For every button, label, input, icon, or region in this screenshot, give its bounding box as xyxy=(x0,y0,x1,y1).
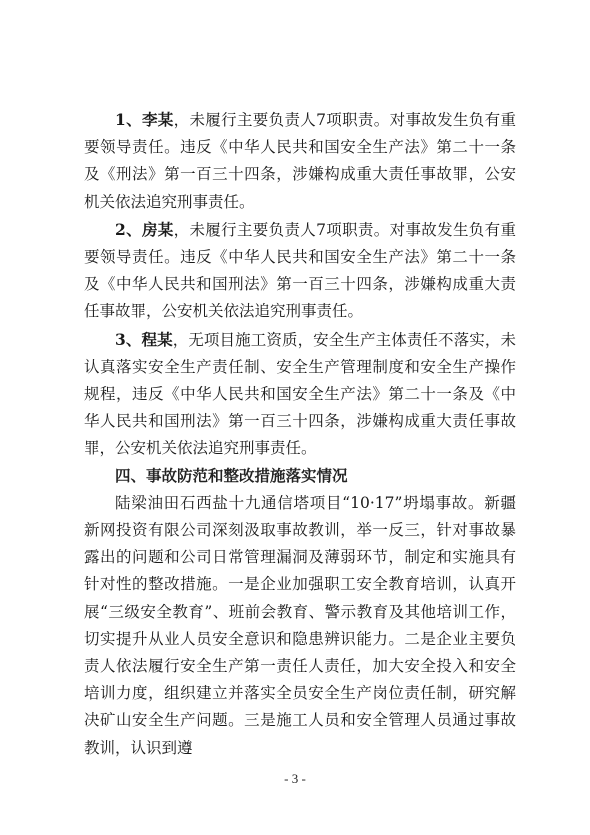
paragraph-text: ，无项目施工资质，安全生产主体责任不落实，未认真落实安全生产责任制、安全生产管理制度和安全生产操作规程，违反《中华人民共和国安全生产法》第二十一条及《中华人民共和国刑法》第一百三十四条，涉嫌构成重大责任事故罪，公安机关依法追究刑事责任。 xyxy=(84,330,516,458)
person-name: 程某 xyxy=(141,329,173,349)
responsibility-paragraph-1 xyxy=(84,106,516,216)
paragraph-text: ，未履行主要负责人7项职责。对事故发生负有重要领导责任。违反《中华人民共和国安全生产法》第二十一条及《刑法》第一百三十四条，涉嫌构成重大责任事故罪，公安机关依法追究刑事责任。 xyxy=(84,111,516,211)
paragraph-text: ，未履行主要负责人7项职责。对事故发生负有重要领导责任。违反《中华人民共和国安全生产法》第二十一条及《中华人民共和国刑法》第一百三十四条，涉嫌构成重大责任事故罪，公安机关依法追究刑事责任。 xyxy=(84,220,516,321)
measures-paragraph: 陆梁油田石西盐十九通信塔项目“10·17”坍塌事故。新疆新网投资有限公司深刻汲取事故教训，举一反三，针对事故暴露出的问题和公司日常管理漏洞及薄弱环节，制定和实施具有针对性的整改措施。一是企业加强职工安全教育培训，认真开展“三级安全教育”、班前会教育、警示教育及其他培训工作，切实提升从业人员安全意识和隐患辨识能力。二是企业主要负责人依法履行安全生产第一责任人责任，加大安全投入和安全培训力度，组织建立并落实全员安全生产岗位责任制，研究解决矿山安全生产问题。三是施工人员和安全管理人员通过事故教训，认识到遵 xyxy=(84,493,516,757)
person-name: 房某 xyxy=(141,219,174,239)
document-body xyxy=(84,106,516,762)
responsibility-paragraph-3 xyxy=(84,326,516,463)
page-number: - 3 - xyxy=(284,771,306,786)
person-name: 李某 xyxy=(141,110,174,129)
item-number: 3、 xyxy=(115,329,142,349)
responsibility-paragraph-2 xyxy=(84,216,516,326)
section-heading: 四、事故防范和整改措施落实情况 xyxy=(115,466,348,485)
item-number: 2、 xyxy=(115,219,142,239)
item-number: 1、 xyxy=(115,110,142,129)
